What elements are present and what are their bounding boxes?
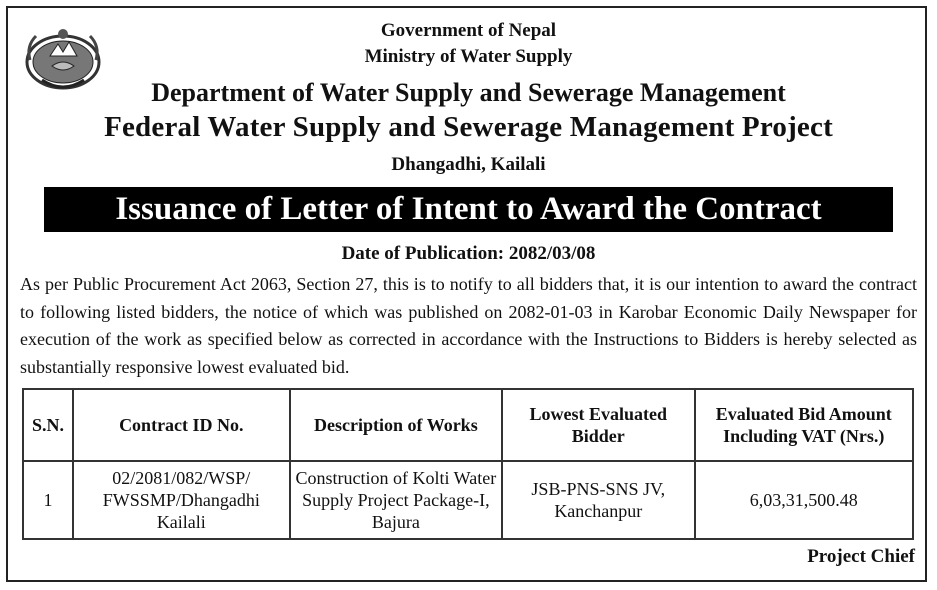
cell-description: Construction of Kolti Water Supply Project Package-I, Bajura	[290, 461, 502, 539]
notice-body: As per Public Procurement Act 2063, Section 27, this is to notify to all bidders that, it is our intention to award the contract to following listed bidders, the notice of which was published on 2082-01-03 in Karobar Economic Daily Newspaper for execution of the work as specified below as corrected in accordance with the Instructions to Bidders is hereby selected as substantially responsive lowest evaluated bid.	[20, 274, 917, 377]
project-heading: Federal Water Supply and Sewerage Management Project	[104, 111, 833, 143]
cell-contract-id: 02/2081/082/WSP/ FWSSMP/Dhangadhi Kailali	[73, 461, 290, 539]
header-description: Description of Works	[290, 389, 502, 461]
cell-amount: 6,03,31,500.48	[695, 461, 913, 539]
publication-date: Date of Publication: 2082/03/08	[341, 243, 596, 264]
cell-bidder: JSB-PNS-SNS JV, Kanchanpur	[502, 461, 694, 539]
location-heading: Dhangadhi, Kailali	[391, 154, 546, 175]
department-heading: Department of Water Supply and Sewerage Management	[151, 78, 786, 107]
cell-sn: 1	[23, 461, 73, 539]
government-heading: Government of Nepal	[380, 20, 557, 41]
award-table	[22, 388, 914, 540]
table-header-row	[23, 389, 913, 461]
header-sn: S.N.	[23, 389, 73, 461]
signatory: Project Chief	[807, 546, 915, 567]
ministry-heading: Ministry of Water Supply	[364, 46, 573, 67]
header-bidder: Lowest Evaluated Bidder	[502, 389, 694, 461]
header-amount: Evaluated Bid Amount Including VAT (Nrs.)	[695, 389, 913, 461]
table-row	[23, 461, 913, 539]
notice-title-banner: Issuance of Letter of Intent to Award the Contract	[44, 187, 893, 232]
header-contract-id: Contract ID No.	[73, 389, 290, 461]
